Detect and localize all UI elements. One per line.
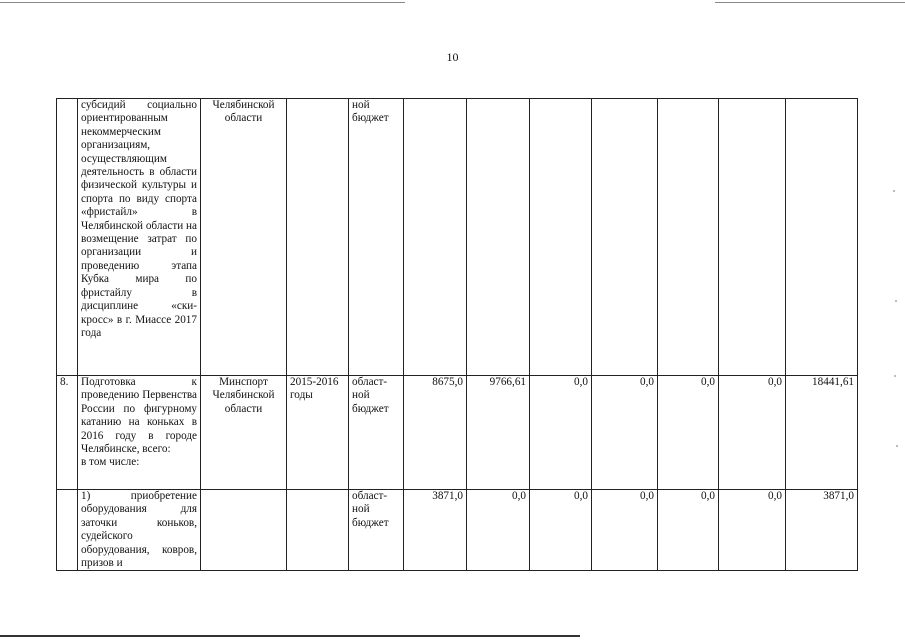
page-number: 10	[446, 50, 459, 64]
funding-source-cell: област-ной бюджет	[349, 376, 404, 490]
value-cell: 0,0	[530, 490, 592, 571]
scan-edge-top-left	[0, 2, 405, 3]
executor-cell: Минспорт Челябинской области	[201, 376, 287, 490]
activity-name-cell	[78, 376, 201, 490]
scan-edge-top-right	[715, 2, 905, 3]
value-cell: 0,0	[658, 490, 719, 571]
table-row	[57, 376, 858, 490]
value-cell	[719, 99, 786, 376]
table-row	[57, 99, 858, 376]
period-cell	[287, 99, 349, 376]
value-cell: 0,0	[658, 376, 719, 490]
row-number-cell: 8.	[57, 376, 78, 490]
value-cell	[404, 99, 467, 376]
value-cell: 0,0	[719, 376, 786, 490]
value-cell: 0,0	[719, 490, 786, 571]
row-number-cell	[57, 490, 78, 571]
value-cell: 0,0	[592, 490, 658, 571]
period-cell	[287, 490, 349, 571]
value-cell	[592, 99, 658, 376]
activity-name-cell	[78, 99, 201, 376]
value-cell: 0,0	[467, 490, 530, 571]
activity-name-cell	[78, 490, 201, 571]
scan-edge-bottom	[0, 635, 580, 637]
value-cell	[786, 99, 858, 376]
scan-speck	[895, 300, 897, 302]
value-cell	[658, 99, 719, 376]
executor-cell: Челябинской области	[201, 99, 287, 376]
activity-name: Подготовка к проведению Первенства России по фигурному катанию на коньках в 2016 году в городе Челябинске, всего:	[81, 376, 197, 456]
program-table	[56, 98, 858, 571]
scan-speck	[894, 375, 896, 377]
value-cell: 18441,61	[786, 376, 858, 490]
activity-subheading: в том числе:	[81, 456, 140, 469]
period-cell: 2015-2016 годы	[287, 376, 349, 490]
value-cell: 3871,0	[786, 490, 858, 571]
value-cell: 3871,0	[404, 490, 467, 571]
activity-name: 1) приобретение оборудования для заточки коньков, судейского оборудования, ковров, призов и	[81, 490, 197, 570]
funding-source-cell: област-ной бюджет	[349, 490, 404, 571]
value-cell: 0,0	[530, 376, 592, 490]
value-cell: 8675,0	[404, 376, 467, 490]
table-row	[57, 490, 858, 571]
scan-speck	[896, 445, 898, 447]
scan-speck	[893, 190, 895, 192]
executor-cell	[201, 490, 287, 571]
value-cell: 0,0	[592, 376, 658, 490]
value-cell	[530, 99, 592, 376]
value-cell	[467, 99, 530, 376]
row-number-cell	[57, 99, 78, 376]
funding-source-cell: ной бюджет	[349, 99, 404, 376]
value-cell: 9766,61	[467, 376, 530, 490]
activity-name: субсидий социально ориентированным некоммерческим организациям, осуществляющим деятельность в области физической культуры и спорта по виду спорта «фристайл» в Челябинской области на возмещение затрат по организации и проведению этапа Кубка мира по фристайлу в дисциплине «ски-кросс» в г. Миассе 2017 года	[81, 99, 197, 339]
